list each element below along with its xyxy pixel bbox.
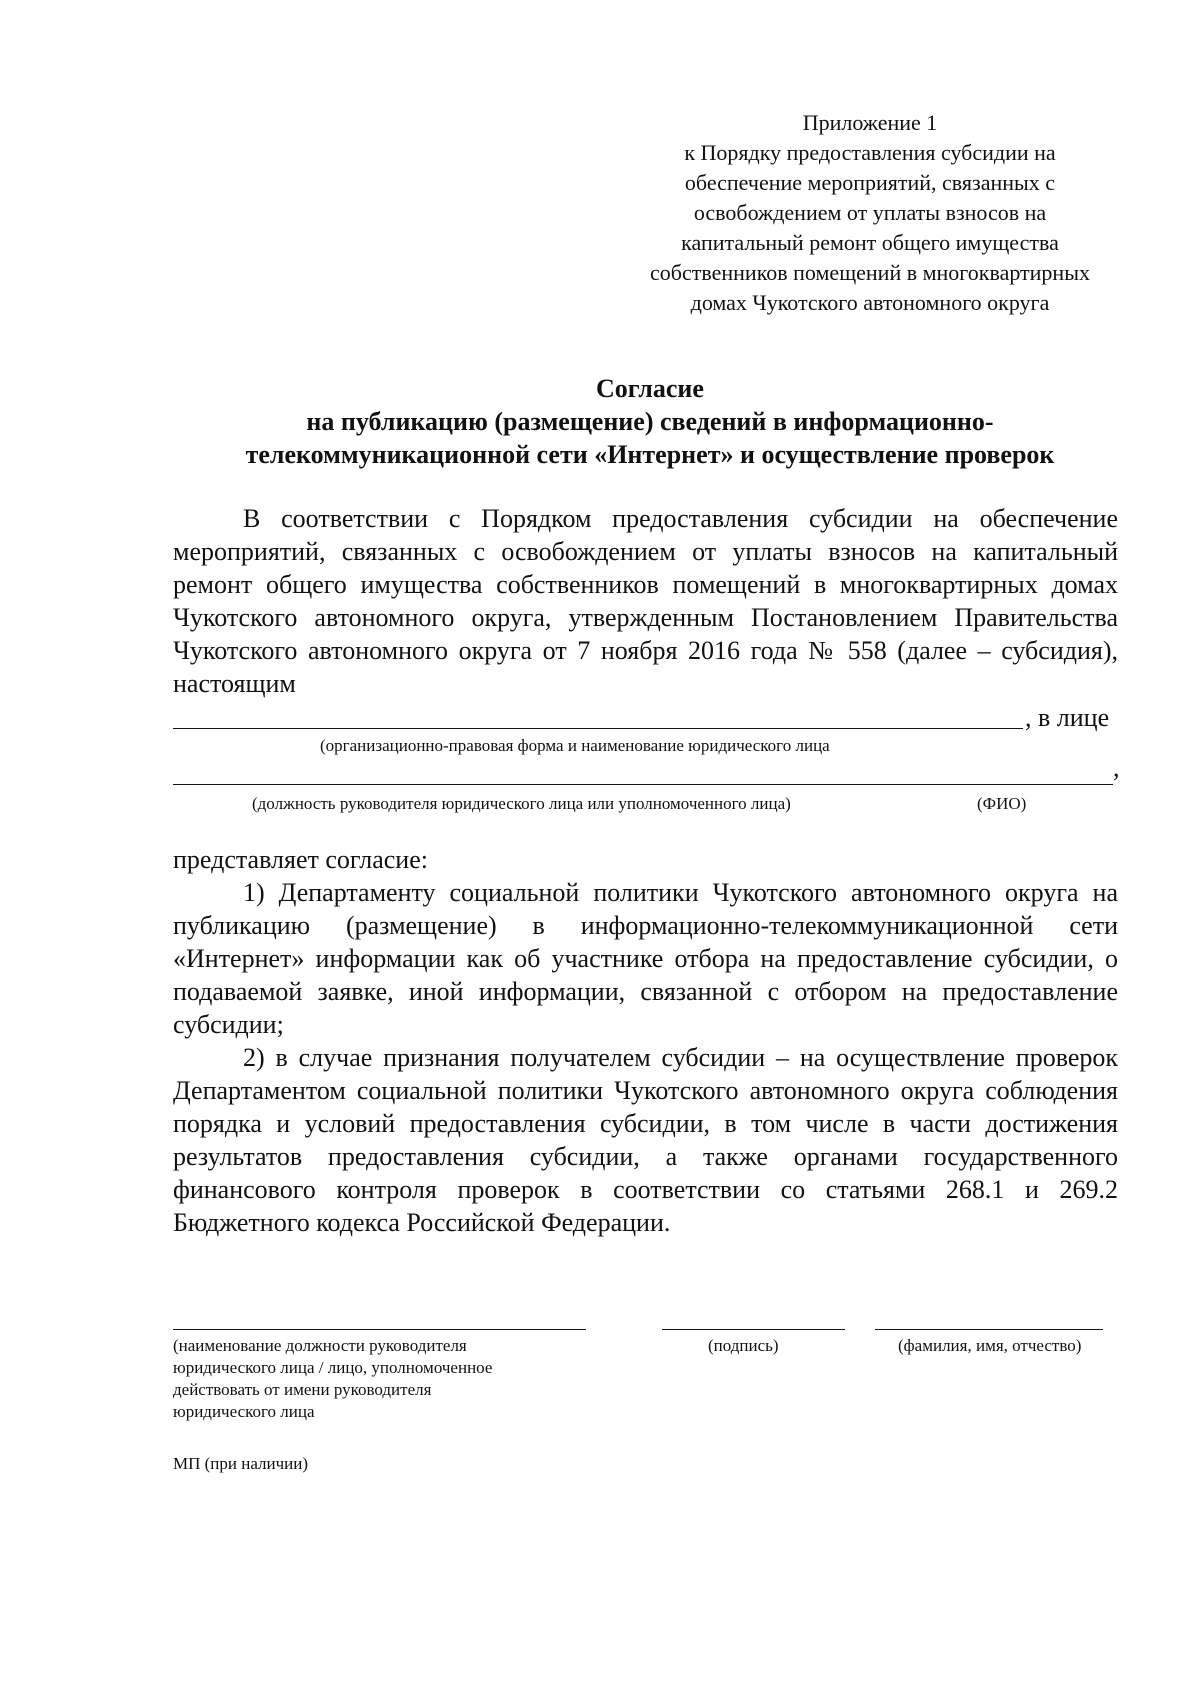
consent-item-1 [173,876,1118,1041]
appendix-line: к Порядку предоставления субсидии на [684,140,1056,165]
signature-role-field[interactable] [173,1329,586,1330]
appendix-line: собственников помещений в многоквартирных [650,260,1090,285]
signature-field[interactable] [662,1329,845,1330]
signature-role-line: действовать от имени руководителя [173,1380,432,1399]
title-line: телекоммуникационной сети «Интернет» и осуществление проверок [245,440,1055,469]
org-caption: (организационно-правовая форма и наименование юридического лица [320,736,830,755]
person-position-field[interactable] [173,784,1113,785]
signature-role-caption [173,1335,593,1423]
appendix-line: капитальный ремонт общего имущества [681,230,1059,255]
signature-caption: (подпись) [708,1336,779,1355]
title-line: Согласие [596,374,704,403]
person-suffix: , [1113,753,1120,782]
appendix-line: домах Чукотского автономного округа [690,290,1050,315]
signature-role-line: юридического лица / лицо, уполномоченное [173,1358,493,1377]
stamp-note: МП (при наличии) [173,1454,309,1473]
org-name-field[interactable] [173,728,1023,729]
title-line: на публикацию (размещение) сведений в информационно- [306,407,994,436]
name-caption: (фамилия, имя, отчество) [898,1336,1082,1355]
signature-role-line: юридического лица [173,1402,315,1421]
consent-item-2-text: 2) в случае признания получателем субсидии – на осуществление проверок Департаментом социальной политики Чукотского автономного округа соблюдения порядка и условий предоставления субсидии, в том числе в части достижения результатов предоставления субсидии, а также органами государственного финансового контроля проверок в соответствии со статьями 268.1 и 269.2 Бюджетного кодекса Российской Федерации. [173,1043,1118,1237]
consent-item-2 [173,1041,1118,1239]
consent-item-1-text: 1) Департаменту социальной политики Чукотского автономного округа на публикацию (размещение) в информационно-телекоммуникационной сети «Интернет» информации как об участнике отбора на предоставление субсидии, о подаваемой заявке, иной информации, связанной с отбором на предоставление субсидии; [173,878,1118,1039]
org-suffix: , в лице [1025,703,1110,732]
signature-role-line: (наименование должности руководителя [173,1336,467,1355]
appendix-line: обеспечение мероприятий, связанных с [684,170,1056,195]
intro-paragraph-text: В соответствии с Порядком предоставления субсидии на обеспечение мероприятий, связанных с освобождением от уплаты взносов на капитальный ремонт общего имущества собственников помещений в многоквартирных домах Чукотского автономного округа, утвержденным Постановлением Правительства Чукотского автономного округа от 7 ноября 2016 года № 558 (далее – субсидия), настоящим [173,504,1118,698]
person-fill-row [173,753,1120,790]
consent-heading: представляет согласие: [173,845,428,874]
org-fill-row [173,701,1118,734]
signature-name-field[interactable] [875,1329,1103,1330]
appendix-header [600,108,1140,318]
appendix-line: освобождением от уплаты взносов на [693,200,1047,225]
intro-paragraph [173,502,1118,700]
appendix-line: Приложение 1 [802,110,938,135]
document-title [130,372,1170,471]
person-position-caption: (должность руководителя юридического лица или уполномоченного лица) [252,794,791,813]
person-name-caption: (ФИО) [977,794,1027,813]
